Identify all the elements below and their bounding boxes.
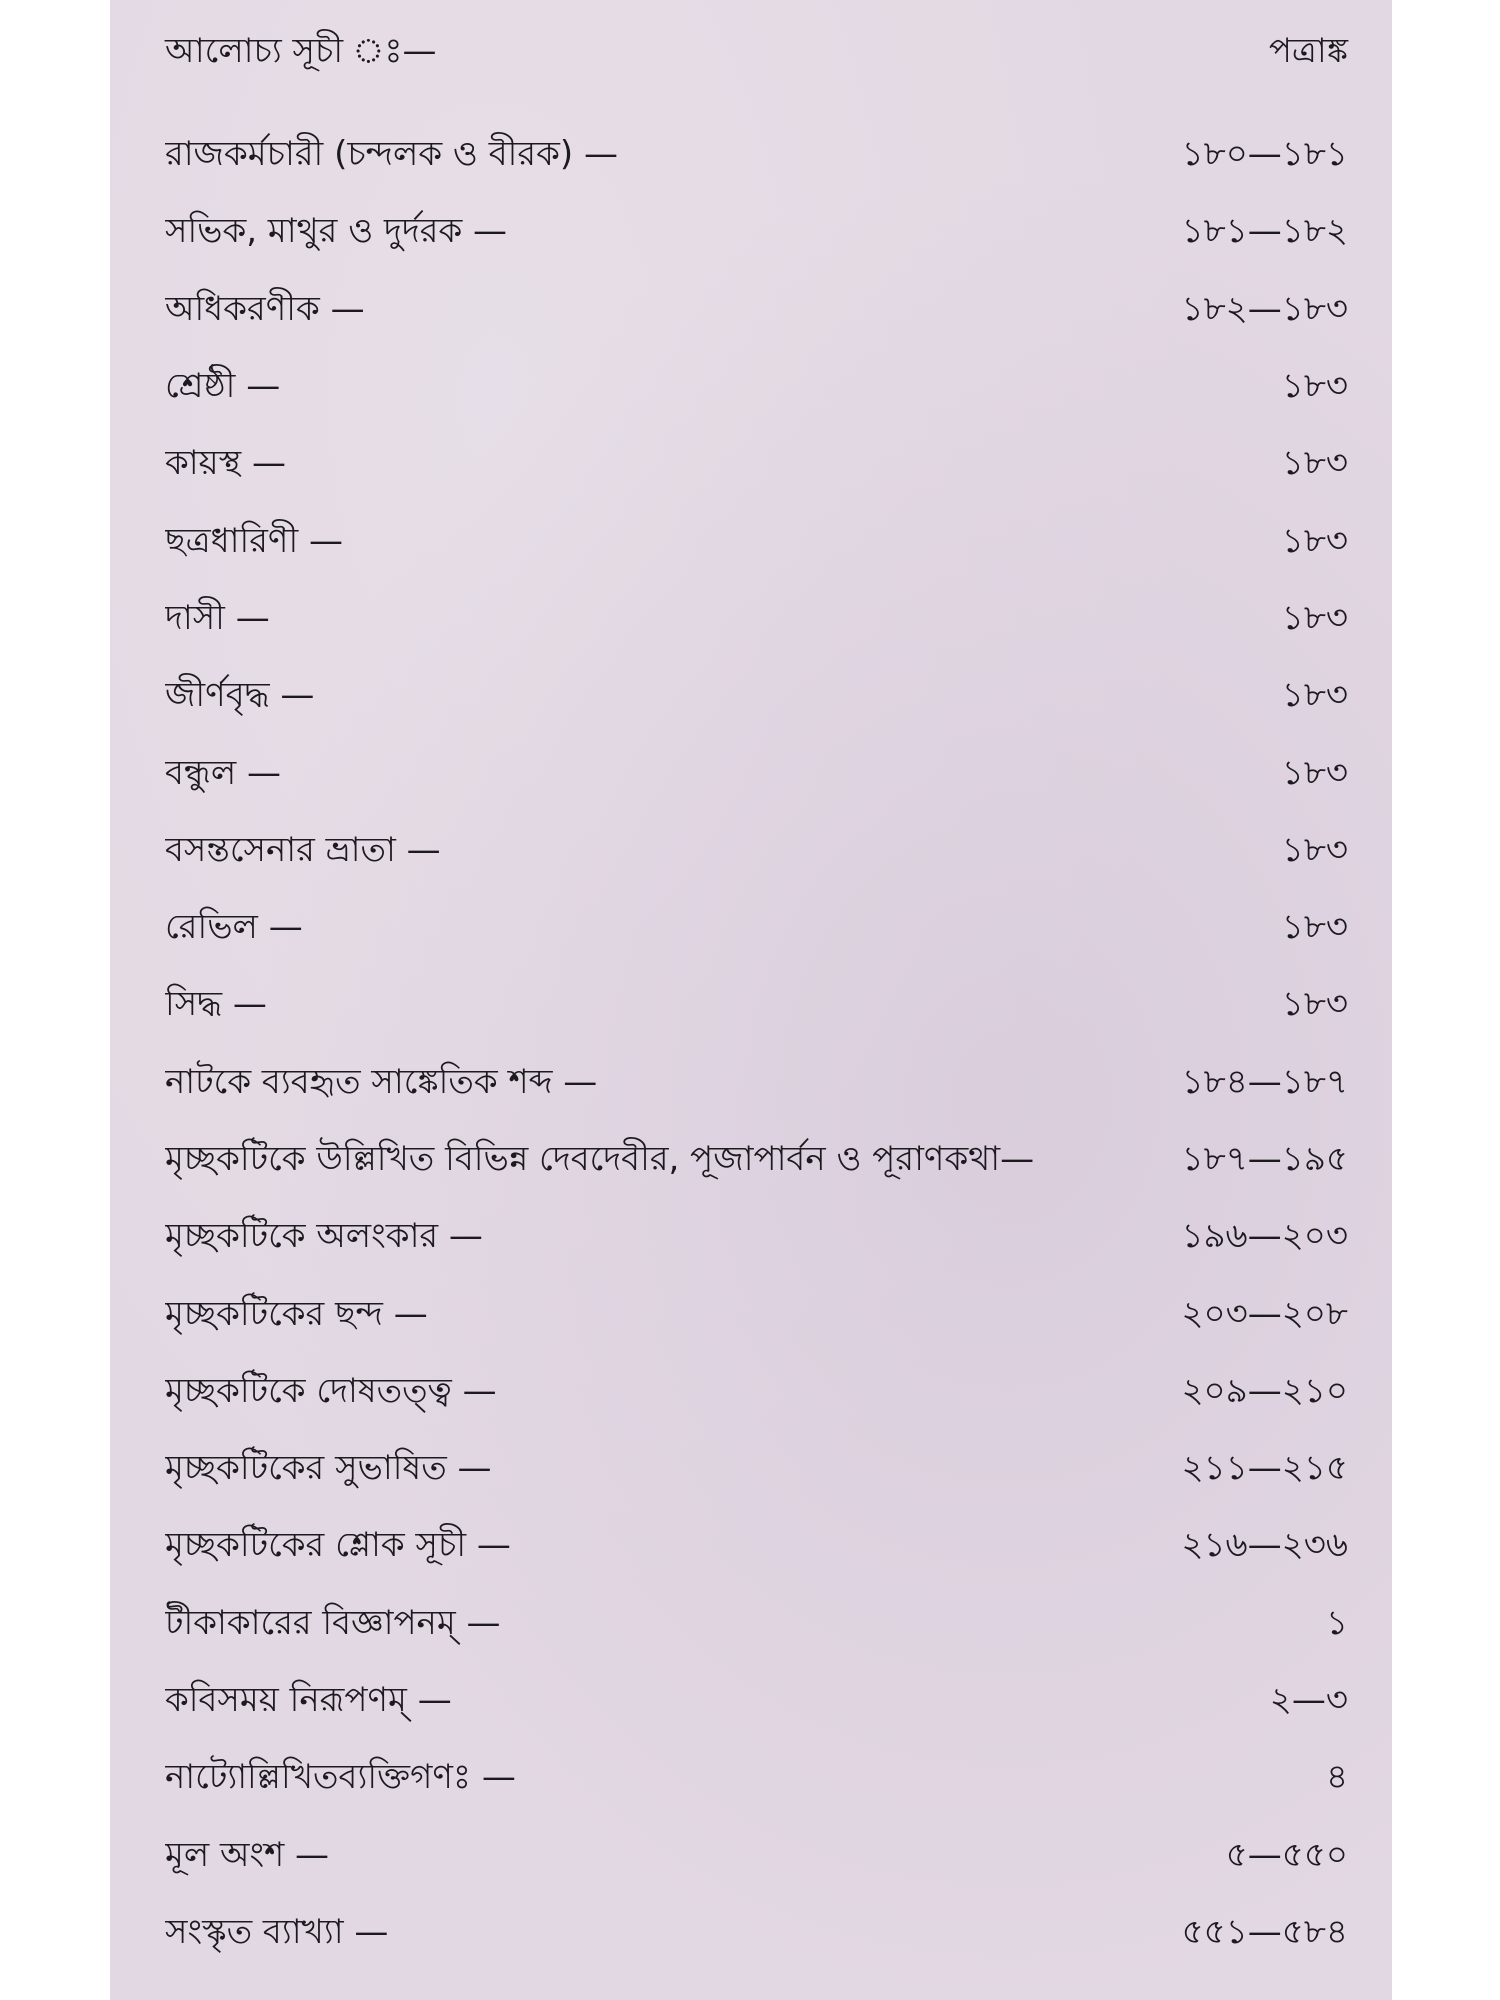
toc-entry-label: টীকাকারের বিজ্ঞাপনম্ — [165, 1602, 501, 1643]
toc-entry [165, 1277, 1348, 1354]
toc-entry-pages: ১৮০—১৮১ [1181, 134, 1348, 175]
toc-entry-pages: ১৮৩ [1281, 597, 1348, 638]
toc-entry [165, 1587, 1348, 1664]
toc-entry-label: ছত্রধারিণী — [165, 520, 344, 561]
toc-entry-pages: ১৮৩ [1281, 829, 1348, 870]
toc-entry-pages: ৫৫১—৫৮৪ [1181, 1911, 1348, 1952]
toc-entry-pages: ১৮৩ [1281, 366, 1348, 407]
toc-entry-pages: ১৮৩ [1281, 984, 1348, 1025]
toc-entry [165, 1741, 1348, 1818]
toc-entry [165, 891, 1348, 968]
toc-entry [165, 195, 1348, 272]
toc-entry [165, 1200, 1348, 1277]
toc-entry-pages: ৪ [1325, 1757, 1348, 1798]
toc-entry-pages: ৫—৫৫০ [1225, 1834, 1348, 1875]
toc-entry-pages: ১৮৩ [1281, 752, 1348, 793]
toc-entry [165, 1432, 1348, 1509]
toc-entry [165, 736, 1348, 813]
toc-list [165, 118, 1348, 1973]
toc-entry-pages: ২১১—২১৫ [1181, 1448, 1348, 1489]
toc-entry-label: সিদ্ধ — [165, 984, 267, 1025]
toc-entry [165, 814, 1348, 891]
toc-title: আলোচ্য সূচী ঃ— [165, 30, 437, 71]
page-column-heading: পত্রাঙ্ক [1268, 30, 1348, 71]
toc-entry-pages: ২০৩—২০৮ [1181, 1293, 1348, 1334]
toc-entry [165, 1355, 1348, 1432]
toc-entry-label: মৃচ্ছকটিকে অলংকার — [165, 1216, 483, 1257]
toc-entry [165, 582, 1348, 659]
book-page [110, 0, 1392, 2000]
toc-entry-label: সভিক, মাথুর ও দুর্দরক — [165, 211, 508, 252]
toc-entry-label: বন্ধুল — [165, 752, 281, 793]
toc-entry [165, 968, 1348, 1045]
toc-entry-label: নাটকে ব্যবহৃত সাঙ্কেতিক শব্দ — [165, 1061, 598, 1102]
toc-entry-label: বসন্তসেনার ভ্রাতা — [165, 829, 441, 870]
toc-entry-label: রাজকর্মচারী (চন্দলক ও বীরক) — [165, 134, 618, 175]
toc-entry-pages: ১৮২—১৮৩ [1181, 288, 1348, 329]
toc-entry-pages: ২—৩ [1269, 1680, 1348, 1721]
toc-entry-pages: ২০৯—২১০ [1181, 1370, 1348, 1411]
toc-entry [165, 350, 1348, 427]
toc-entry [165, 1123, 1348, 1200]
toc-entry-label: মৃচ্ছকটিকের সুভাষিত — [165, 1448, 492, 1489]
toc-entry-label: কায়স্থ — [165, 443, 286, 484]
toc-entry [165, 118, 1348, 195]
toc-entry-pages: ১৮৭—১৯৫ [1181, 1139, 1348, 1179]
toc-entry [165, 504, 1348, 581]
toc-entry-pages: ১৮৩ [1281, 907, 1348, 948]
toc-entry [165, 659, 1348, 736]
toc-entry [165, 1046, 1348, 1123]
toc-entry-label: শ্রেষ্ঠী — [165, 366, 281, 407]
toc-entry-label: মৃচ্ছকটিকে উল্লিখিত বিভিন্ন দেবদেবীর, পূজাপার্বন ও পূরাণকথা— [165, 1139, 1035, 1179]
toc-entry-pages: ১ [1325, 1602, 1348, 1643]
toc-entry-pages: ১৮৩ [1281, 443, 1348, 484]
toc-entry [165, 1509, 1348, 1586]
toc-entry-label: মৃচ্ছকটিকে দোষতত্ত্ব — [165, 1370, 497, 1411]
toc-entry-pages: ২১৬—২৩৬ [1181, 1525, 1348, 1566]
toc-entry-label: কবিসময় নিরূপণম্ — [165, 1680, 452, 1721]
toc-entry [165, 1896, 1348, 1973]
toc-entry-label: মূল অংশ — [165, 1834, 330, 1875]
toc-entry-pages: ১৮৩ [1281, 520, 1348, 561]
toc-entry-label: সংস্কৃত ব্যাখ্যা — [165, 1911, 389, 1952]
toc-entry-pages: ১৮৪—১৮৭ [1181, 1061, 1348, 1102]
toc-entry-label: রেভিল — [165, 907, 303, 948]
toc-entry [165, 427, 1348, 504]
toc-entry-pages: ১৮১—১৮২ [1181, 211, 1348, 252]
toc-entry-label: দাসী — [165, 597, 270, 638]
toc-entry-label: জীর্ণবৃদ্ধ — [165, 675, 315, 716]
toc-entry-pages: ১৮৩ [1281, 675, 1348, 716]
toc-entry-label: নাট্যোল্লিখিতব্যক্তিগণঃ — [165, 1757, 516, 1798]
toc-entry-label: মৃচ্ছকটিকের ছন্দ — [165, 1293, 428, 1334]
toc-entry-pages: ১৯৬—২০৩ [1181, 1216, 1348, 1257]
toc-header [165, 28, 1348, 78]
toc-entry [165, 1664, 1348, 1741]
toc-entry-label: অধিকরণীক — [165, 288, 365, 329]
toc-entry-label: মৃচ্ছকটিকের শ্লোক সূচী — [165, 1525, 511, 1566]
toc-entry [165, 1819, 1348, 1896]
toc-entry [165, 273, 1348, 350]
